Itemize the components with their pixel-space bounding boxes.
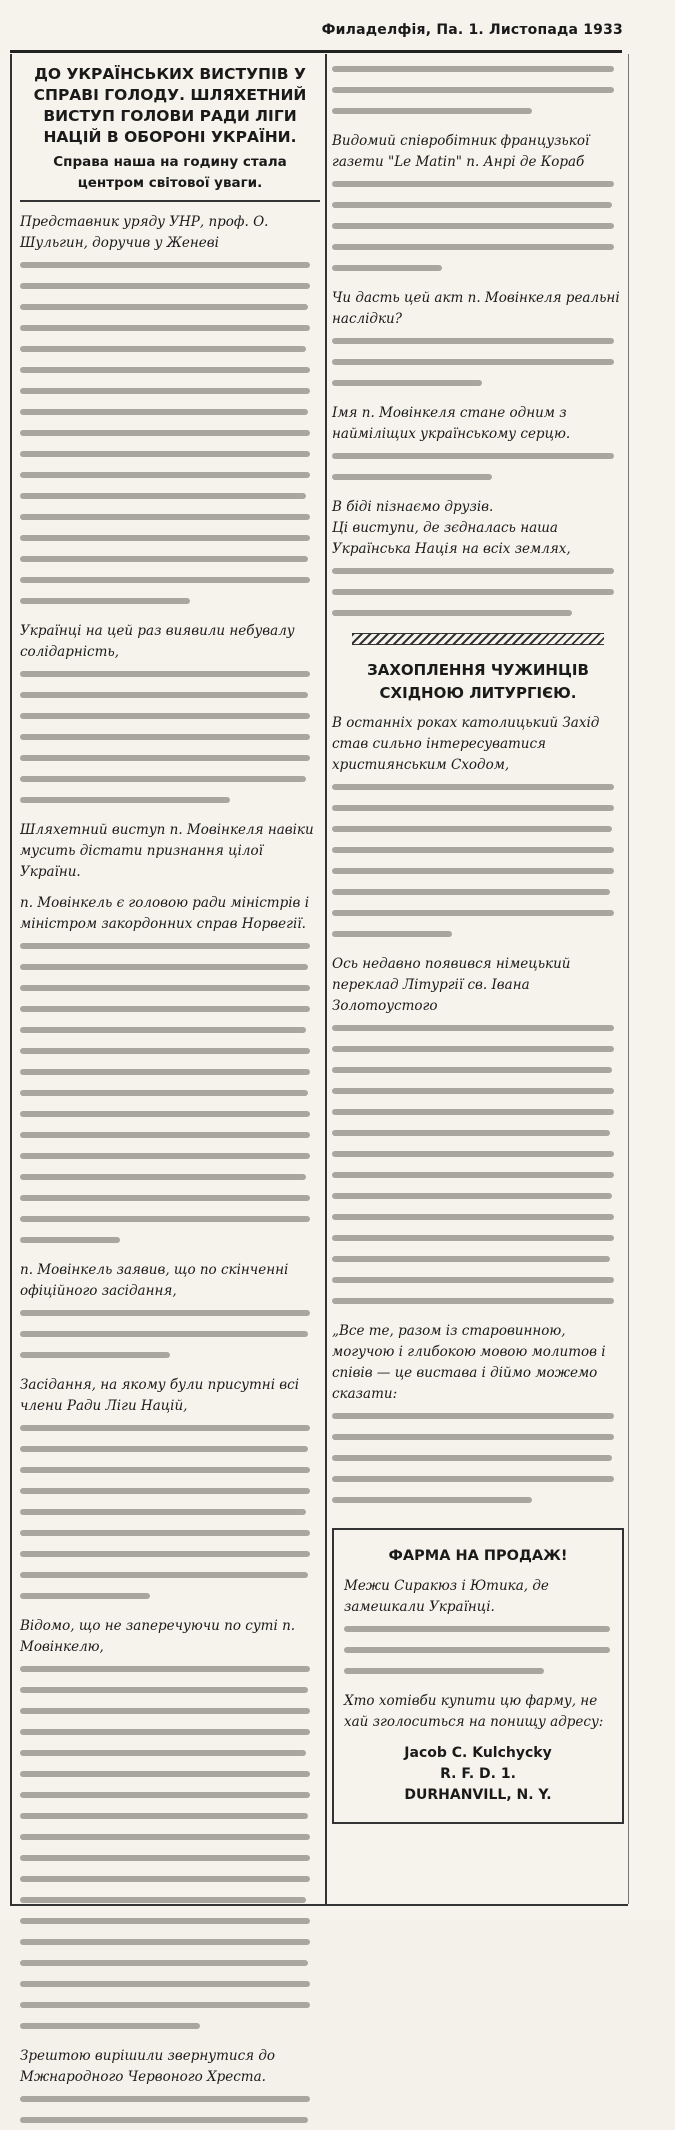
text-line — [20, 1195, 310, 1201]
text-line — [20, 2117, 308, 2123]
text-line — [332, 784, 614, 790]
text-line — [332, 1193, 612, 1199]
text-line — [332, 931, 452, 937]
text-line — [332, 1025, 614, 1031]
text-line — [20, 1090, 308, 1096]
main-subhead: Справа наша на годину стала центром світової уваги. — [53, 154, 287, 191]
left-column — [20, 58, 320, 2085]
text-line — [20, 692, 308, 698]
text-line — [332, 1476, 614, 1482]
text-line — [20, 797, 230, 803]
text-line — [20, 1666, 310, 1672]
text-line — [332, 244, 614, 250]
text-line — [20, 1855, 310, 1861]
text-line — [20, 985, 310, 991]
text-line — [20, 1708, 310, 1714]
text-line — [332, 202, 612, 208]
text-line — [20, 1593, 150, 1599]
text-line — [20, 1876, 310, 1882]
dateline: Филаделфія, Па. 1. Листопада 1933 — [321, 22, 623, 38]
text-fragment: п. Мовінкель заявив, що по скінченні офіційного засідання, — [20, 1262, 289, 1299]
text-line — [20, 283, 310, 289]
text-line — [20, 1687, 308, 1693]
text-line — [20, 1729, 310, 1735]
text-line — [20, 1446, 308, 1452]
text-line — [332, 1455, 612, 1461]
text-line — [20, 262, 310, 268]
text-fragment: Шляхетний виступ п. Мовінкеля навіки мусить дістати признання цілої України. — [20, 822, 314, 880]
section-title: ЗАХОПЛЕННЯ ЧУЖИНЦІВ СХІДНОЮ ЛИТУРГІЄЮ. — [367, 661, 589, 702]
text-fragment: Українці на цей раз виявили небувалу солідарність, — [20, 623, 295, 660]
text-line — [20, 409, 308, 415]
ad-title: ФАРМА НА ПРОДАЖ! — [388, 1548, 568, 1564]
text-line — [20, 325, 310, 331]
text-line — [20, 1750, 306, 1756]
article-paragraph — [332, 954, 624, 1311]
text-line — [332, 868, 614, 874]
ad-paragraph — [344, 1576, 612, 1681]
text-line — [20, 734, 310, 740]
text-line — [20, 964, 308, 970]
text-line — [20, 514, 310, 520]
text-line — [20, 598, 190, 604]
text-line — [20, 1069, 310, 1075]
text-line — [20, 556, 308, 562]
text-line — [20, 671, 310, 677]
text-line — [20, 1834, 310, 1840]
text-fragment: Межи Сиракюз і Ютика, де замешкали Українці. — [344, 1578, 549, 1615]
text-line — [332, 1214, 614, 1220]
text-line — [20, 535, 310, 541]
text-line — [332, 1088, 614, 1094]
text-line — [20, 1551, 310, 1557]
text-line — [20, 1132, 310, 1138]
text-line — [20, 1771, 310, 1777]
article-paragraph — [20, 1616, 320, 2036]
text-line — [20, 2023, 200, 2029]
text-line — [20, 577, 310, 583]
text-line — [332, 223, 614, 229]
headline-rule — [20, 200, 320, 202]
text-line — [332, 826, 612, 832]
text-fragment: В останніх роках католицький Захід став сильно інтересуватися християнським Сходом, — [332, 715, 600, 773]
text-line — [332, 589, 614, 595]
text-line — [332, 474, 492, 480]
text-fragment: Видомий співробітник французької газети "Le Matin" п. Анрі де Кораб — [332, 133, 590, 170]
right-column — [332, 58, 624, 1898]
text-line — [332, 847, 614, 853]
text-line — [332, 568, 614, 574]
farm-for-sale-ad — [332, 1528, 624, 1824]
text-line — [332, 1151, 614, 1157]
text-fragment: Ось недавно появився німецький переклад Літургії св. Івана Золотоустого — [332, 956, 571, 1014]
text-line — [20, 1331, 308, 1337]
text-fragment: Відомо, що не заперечуючи по суті п. Мовінкелю, — [20, 1618, 296, 1655]
text-fragment: Імя п. Мовінкеля стане одним з найміліщих українському серцю. — [332, 405, 571, 442]
text-line — [332, 1046, 614, 1052]
text-line — [20, 472, 310, 478]
right-frame-rule — [628, 54, 629, 1904]
article-paragraph — [332, 288, 624, 393]
text-line — [332, 87, 614, 93]
text-fragment: п. Мовінкель є головою ради міністрів і міністром закордонних справ Норвегії. — [20, 895, 310, 932]
text-line — [332, 1256, 610, 1262]
text-line — [332, 910, 614, 916]
text-line — [332, 453, 614, 459]
text-line — [20, 1425, 310, 1431]
article-paragraph — [20, 621, 320, 810]
text-line — [20, 1792, 310, 1798]
text-line — [20, 1488, 310, 1494]
text-line — [20, 755, 310, 761]
article-paragraph — [20, 820, 320, 883]
text-line — [20, 1530, 310, 1536]
text-line — [20, 1509, 306, 1515]
text-line — [20, 1981, 310, 1987]
text-line — [20, 1897, 306, 1903]
text-line — [332, 181, 614, 187]
column-divider — [325, 54, 327, 1904]
text-line — [20, 713, 310, 719]
text-fragment: Засідання, на якому були присутні всі члени Ради Ліги Націй, — [20, 1377, 300, 1414]
top-rule — [10, 50, 622, 53]
text-line — [332, 380, 482, 386]
text-line — [332, 1298, 614, 1304]
text-line — [20, 1960, 308, 1966]
text-line — [332, 805, 614, 811]
article-paragraph — [20, 2046, 320, 2130]
text-line — [20, 1216, 310, 1222]
article-paragraph — [332, 497, 624, 623]
article-paragraph — [20, 1260, 320, 1365]
address-city: DURHANVILL, N. Y. — [404, 1787, 552, 1803]
text-line — [20, 346, 306, 352]
article-paragraph — [332, 58, 624, 121]
text-line — [332, 1434, 614, 1440]
text-fragment: Хто хотівби купити цю фарму, не хай зголоситься на понищу адресу: — [344, 1693, 604, 1730]
text-line — [20, 1918, 310, 1924]
text-fragment: „Все те, разом із старовинною, могучою і глибокою мовою молитов і співів — це вистава і діймо можемо сказати: — [332, 1323, 606, 1402]
text-line — [20, 1237, 120, 1243]
text-fragment: Чи дасть цей акт п. Мовінкеля реальні наслідки? — [332, 290, 620, 327]
text-line — [20, 943, 310, 949]
text-fragment: Ці виступи, де зєдналась наша Українська Нація на всіх землях, — [332, 520, 571, 557]
text-line — [20, 451, 310, 457]
text-line — [20, 2096, 310, 2102]
text-line — [332, 265, 442, 271]
text-line — [20, 1813, 308, 1819]
text-line — [20, 367, 310, 373]
text-fragment: Представник уряду УНР, проф. О. Шульгин, доручив у Женеві — [20, 214, 269, 251]
ad-paragraph — [344, 1691, 612, 1733]
text-line — [20, 1467, 310, 1473]
text-line — [20, 430, 310, 436]
text-line — [20, 1939, 310, 1945]
text-line — [332, 338, 614, 344]
text-line — [20, 304, 308, 310]
article-paragraph — [20, 1375, 320, 1606]
article-paragraph — [20, 893, 320, 1250]
text-line — [20, 493, 306, 499]
text-line — [332, 108, 532, 114]
text-line — [344, 1647, 610, 1653]
text-line — [332, 1109, 614, 1115]
article-paragraph — [332, 403, 624, 487]
text-line — [332, 1130, 610, 1136]
text-line — [344, 1626, 610, 1632]
text-line — [20, 776, 306, 782]
article-paragraph — [20, 212, 320, 611]
text-line — [20, 1352, 170, 1358]
text-line — [20, 1111, 310, 1117]
text-line — [20, 2002, 310, 2008]
text-line — [20, 1174, 306, 1180]
article-paragraph — [332, 713, 624, 944]
address-name: Jacob C. Kulchycky — [404, 1745, 552, 1761]
text-line — [332, 1497, 532, 1503]
text-line — [332, 610, 572, 616]
text-line — [332, 1235, 614, 1241]
text-line — [332, 1067, 612, 1073]
text-fragment: Зрештою вирішили звернутися до Мжнародного Червоного Хреста. — [20, 2048, 276, 2085]
text-fragment: В біді пізнаємо друзів. — [332, 499, 494, 515]
main-headline: ДО УКРАЇНСЬКИХ ВИСТУПІВ У СПРАВІ ГОЛОДУ. ШЛЯХЕТНИЙ ВИСТУП ГОЛОВИ РАДИ ЛІГИ НАЦІЙ В ОБОРОНІ УКРАЇНИ. — [33, 65, 307, 146]
text-line — [20, 1048, 310, 1054]
text-line — [20, 1027, 306, 1033]
left-frame-rule — [10, 54, 12, 1904]
text-line — [20, 388, 310, 394]
text-line — [20, 1006, 310, 1012]
address-rfd: R. F. D. 1. — [440, 1766, 516, 1782]
text-line — [344, 1668, 544, 1674]
ornamental-divider — [352, 633, 604, 645]
text-line — [20, 1572, 308, 1578]
text-line — [332, 359, 614, 365]
text-line — [332, 66, 614, 72]
text-line — [332, 889, 610, 895]
article-paragraph — [332, 131, 624, 278]
text-line — [332, 1277, 614, 1283]
article-paragraph — [332, 1321, 624, 1510]
text-line — [20, 1310, 310, 1316]
text-line — [332, 1413, 614, 1419]
text-line — [20, 1153, 310, 1159]
text-line — [332, 1172, 614, 1178]
